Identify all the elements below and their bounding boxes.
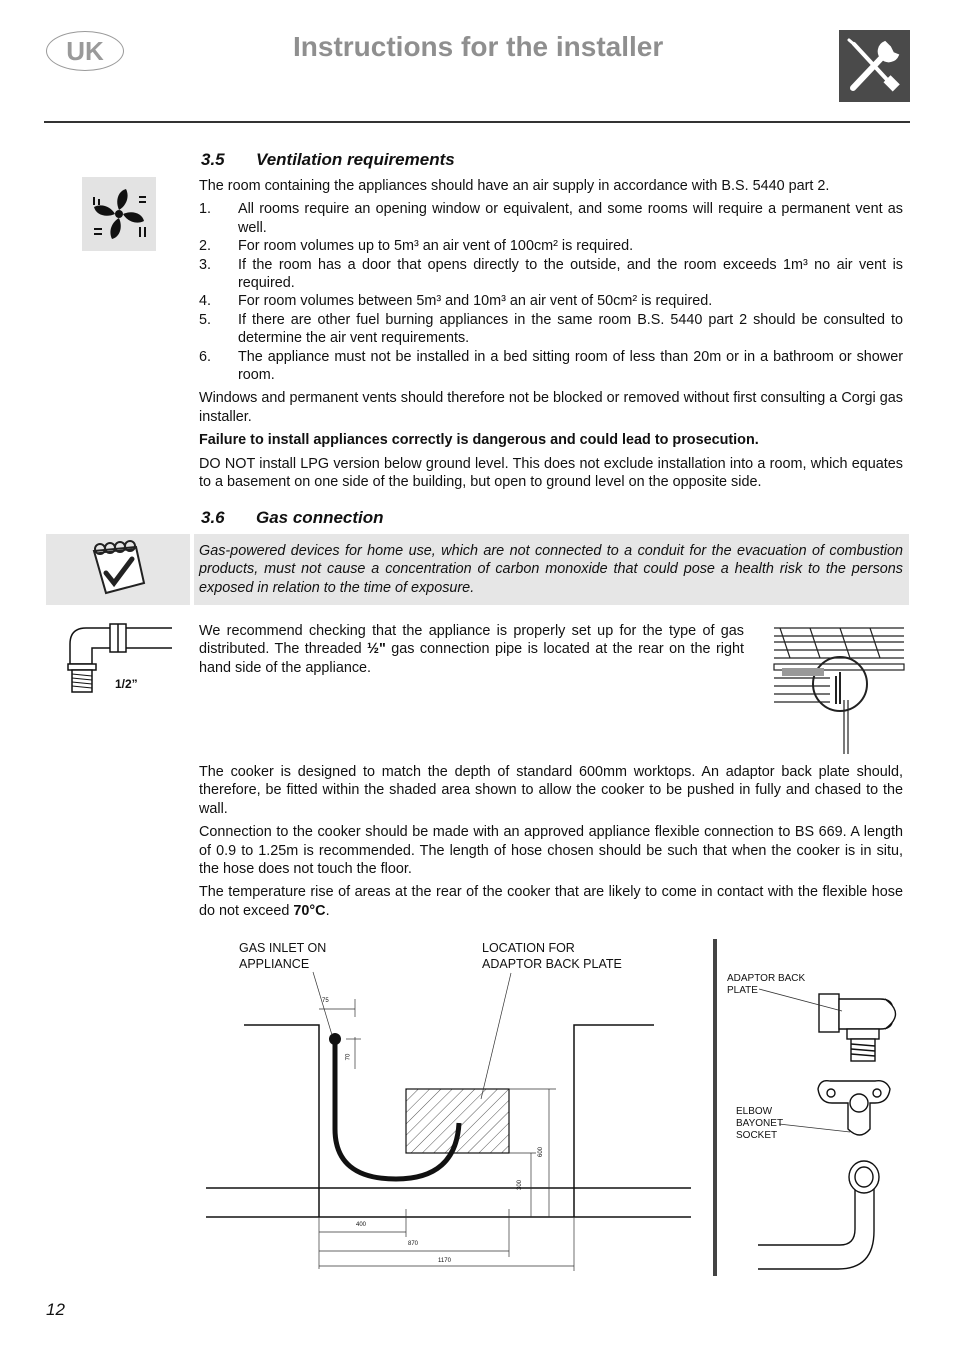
appliance-rear-illustration <box>770 620 906 754</box>
list-item: 2. For room volumes up to 5m³ an air vent of 100cm² is required. <box>199 238 634 255</box>
dimension-70: 70 <box>345 1053 352 1061</box>
page-title: Instructions for the installer <box>293 31 664 62</box>
list-item: 5. If there are other fuel burning appliances in the same room B.S. 5440 part 2 should be consulted to determine the air vent requirements. <box>199 311 903 347</box>
worktop-paragraph: The cooker is designed to match the depth of standard 600mm worktops. An adaptor back plate should, therefore, be fitted within the shaded area shown to allow the cooker to be pushed in fully and chased to the wall. <box>199 764 903 817</box>
lpg-paragraph: DO NOT install LPG version below ground level. This does not exclude installation into a room, which equates to a basement on one side of the building, but open to ground level on the opposite side. <box>199 455 903 491</box>
adaptor-location-label: LOCATION FOR ADAPTOR BACK PLATE <box>482 941 622 971</box>
elbow-bayonet-socket-label: ELBOW BAYONET SOCKET <box>736 1106 784 1141</box>
dimension-870: 870 <box>408 1241 419 1247</box>
list-item: 6. The appliance must not be installed in a bed sitting room of less than 20m or in a bathroom or shower room. <box>199 348 903 384</box>
fittings-illustration <box>720 939 910 1279</box>
note-divider <box>190 534 194 605</box>
section-heading-ventilation: 3.5 Ventilation requirements <box>201 150 455 169</box>
dimension-1170: 1170 <box>438 1258 451 1264</box>
header-divider <box>44 121 910 123</box>
dimension-600: 600 <box>538 1146 545 1158</box>
list-item: 1. All rooms require an opening window or equivalent, and some rooms will require a permanent vent as well. <box>199 201 903 236</box>
temperature-paragraph: The temperature rise of areas at the rear of the cooker that are likely to come in contact with the flexible hose do not exceed 70°C. <box>199 884 903 919</box>
section-heading-gas-connection: 3.6 Gas connection <box>201 508 384 527</box>
list-item: 4. For room volumes between 5m³ and 10m³ an air vent of 50cm² is required. <box>199 293 713 310</box>
ventilation-fan-icon <box>82 177 156 251</box>
gas-inlet-point <box>329 1033 341 1045</box>
wrench-screwdriver-icon <box>839 30 910 102</box>
page-number: 12 <box>46 1300 65 1319</box>
adaptor-back-plate-label: ADAPTOR BACK PLATE <box>727 973 806 996</box>
dimension-75: 75 <box>322 998 329 1004</box>
list-item: 3. If the room has a door that opens directly to the outside, and the room exceeds 1m³ no air vent is required. <box>199 256 903 292</box>
gas-inlet-label: GAS INLET ON APPLIANCE <box>239 941 327 971</box>
recommendation-paragraph: We recommend checking that the appliance is properly set up for the type of gas distributed. The threaded ½" gas connection pipe is located at the rear on the right hand side of the appliance. <box>199 623 744 676</box>
prosecution-warning: Failure to install appliances correctly is dangerous and could lead to prosecution. <box>199 432 759 449</box>
installation-body <box>199 763 903 925</box>
elbow-size-label: 1/2” <box>115 677 138 691</box>
ventilation-intro: The room containing the appliances should have an air supply in accordance with B.S. 5440 part 2. <box>199 178 830 194</box>
diagram-divider <box>713 939 717 1276</box>
installation-diagram <box>206 939 696 1277</box>
ventilation-list <box>199 200 903 384</box>
co-safety-note: Gas-powered devices for home use, which are not connected to a conduit for the evacuation of combustion products, must not cause a concentration of carbon monoxide that could pose a health risk to the persons exposed in relation to the time of exposure. <box>199 543 903 596</box>
hose-connection-paragraph: Connection to the cooker should be made with an approved appliance flexible connection to BS 669. A length of 0.9 to 1.25m is recommended. The length of hose chosen should be such that when the cooker is in situ, the hose does not touch the floor. <box>199 824 903 878</box>
country-badge: UK <box>46 31 124 71</box>
dimension-300: 300 <box>517 1179 524 1191</box>
checklist-note-icon <box>84 539 154 599</box>
ventilation-body <box>199 177 903 497</box>
windows-paragraph: Windows and permanent vents should therefore not be blocked or removed without first consulting a Corgi gas installer. <box>199 390 903 425</box>
dimension-400: 400 <box>356 1222 367 1228</box>
